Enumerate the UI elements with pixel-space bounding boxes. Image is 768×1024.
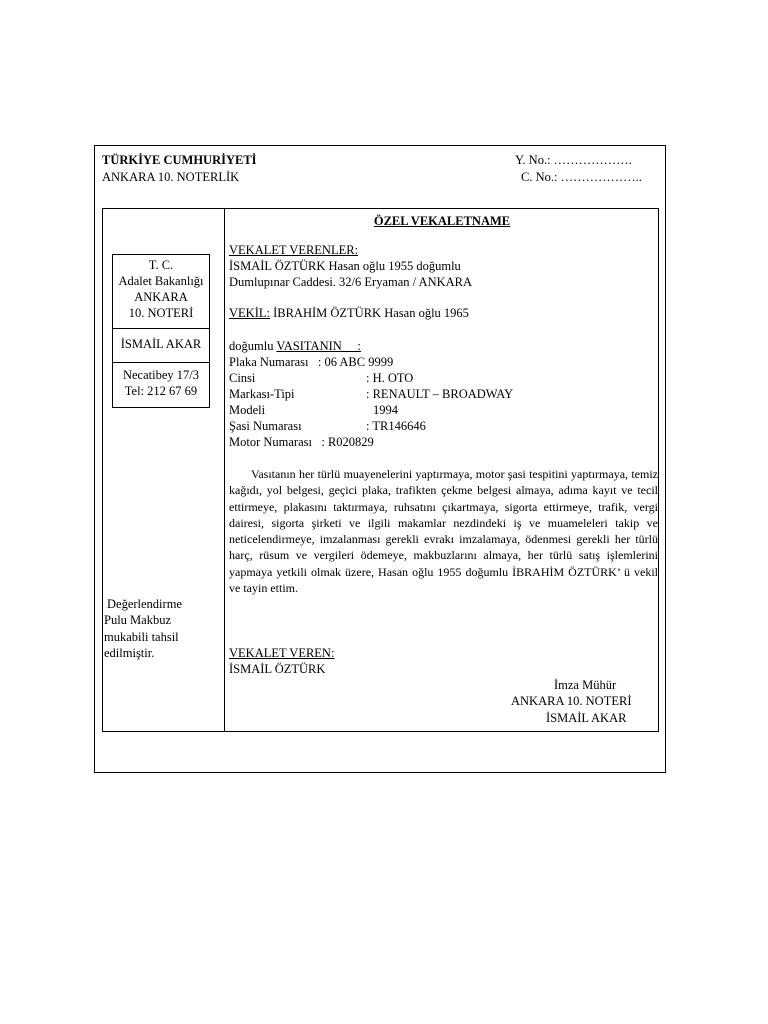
c-number-field: C. No.: ……………….. — [521, 170, 642, 184]
signature-notary-name: İSMAİL AKAR — [546, 711, 627, 725]
vehicle-heading — [229, 338, 361, 354]
signature-seal-label: İmza Mühür — [554, 678, 617, 692]
grantor-line1: İSMAİL ÖZTÜRK Hasan oğlu 1955 doğumlu — [229, 259, 461, 273]
vehicle-engine: Motor Numarası : R020829 — [229, 435, 374, 449]
grantor-address: Dumlupınar Caddesi. 32/6 Eryaman / ANKARA — [229, 275, 473, 289]
signature-notary-office: ANKARA 10. NOTERİ — [511, 694, 632, 708]
stamp-divider — [112, 328, 210, 329]
stamp-divider — [112, 362, 210, 363]
notary-office-heading: ANKARA 10. NOTERLİK — [102, 170, 240, 184]
grantor-label: VEKALET VERENLER: — [229, 243, 359, 257]
signature-grantor-name: İSMAİL ÖZTÜRK — [229, 662, 326, 676]
agent-line — [229, 305, 469, 321]
vehicle-model-value: 1994 — [373, 403, 398, 417]
country-heading: TÜRKİYE CUMHURİYETİ — [102, 153, 257, 167]
vehicle-brand-value: : RENAULT – BROADWAY — [366, 387, 514, 401]
vehicle-type-value: : H. OTO — [366, 371, 414, 385]
column-divider — [224, 208, 225, 732]
vehicle-prefix: doğumlu — [229, 339, 274, 353]
vehicle-brand-label: Markası-Tipi — [229, 387, 295, 401]
fee-note-line: edilmiştir. — [104, 645, 155, 660]
y-number-field: Y. No.: ………………. — [515, 153, 632, 167]
vehicle-type-label: Cinsi — [229, 371, 256, 385]
stamp-line-city: ANKARA — [134, 290, 188, 304]
fee-note-line: Pulu Makbuz — [104, 613, 172, 628]
stamp-notary-name: İSMAİL AKAR — [120, 337, 202, 351]
stamp-phone: Tel: 212 67 69 — [124, 384, 198, 398]
vehicle-chassis-value: : TR146646 — [366, 419, 426, 433]
vehicle-chassis-label: Şasi Numarası — [229, 419, 302, 433]
stamp-line-ministry: Adalet Bakanlığı — [118, 274, 204, 288]
fee-note — [104, 596, 182, 661]
stamp-line-notary: 10. NOTERİ — [128, 306, 194, 320]
vehicle-label: VASITANIN : — [276, 339, 361, 353]
document-title: ÖZEL VEKALETNAME — [373, 214, 511, 228]
agent-label: VEKİL: — [229, 306, 270, 320]
agent-text: İBRAHİM ÖZTÜRK Hasan oğlu 1965 — [273, 306, 469, 320]
signature-grantor-label: VEKALET VEREN: — [229, 646, 335, 660]
vehicle-model-label: Modeli — [229, 403, 266, 417]
stamp-line-tc: T. C. — [148, 258, 174, 272]
fee-note-line: mukabili tahsil — [104, 629, 179, 644]
vehicle-plate: Plaka Numarası : 06 ABC 9999 — [229, 355, 394, 369]
stamp-address: Necatibey 17/3 — [122, 368, 199, 382]
fee-note-line: Değerlendirme — [107, 597, 182, 611]
authorization-paragraph: Vasıtanın her türlü muayenelerini yaptırmaya, motor şasi tespitini yaptırmaya, temiz kağıdı, yol belgesi, geçici plaka, trafikten çekme belgesi almaya, adıma kayıt ve tecil ettirmeye, plakasını taktırmaya, ruhsatını çıkartmaya, sigorta ettirmeye, trafik, vergi dairesi, sigorta şirketi ve ilgili makamlar nezdindeki iş ve muameleleri takip ve neticelendirmeye, imzalanması gerekli evrakı imzalamaya, ödenmesi gerekli her türlü harç, rüsum ve vergileri ödemeye, makbuzlarını almaya, her türlü satış işlemlerini yapmaya yetkili olmak üzere, Hasan oğlu 1955 doğumlu İBRAHİM ÖZTÜRK’ ü vekil ve tayin ettim. — [229, 467, 658, 596]
